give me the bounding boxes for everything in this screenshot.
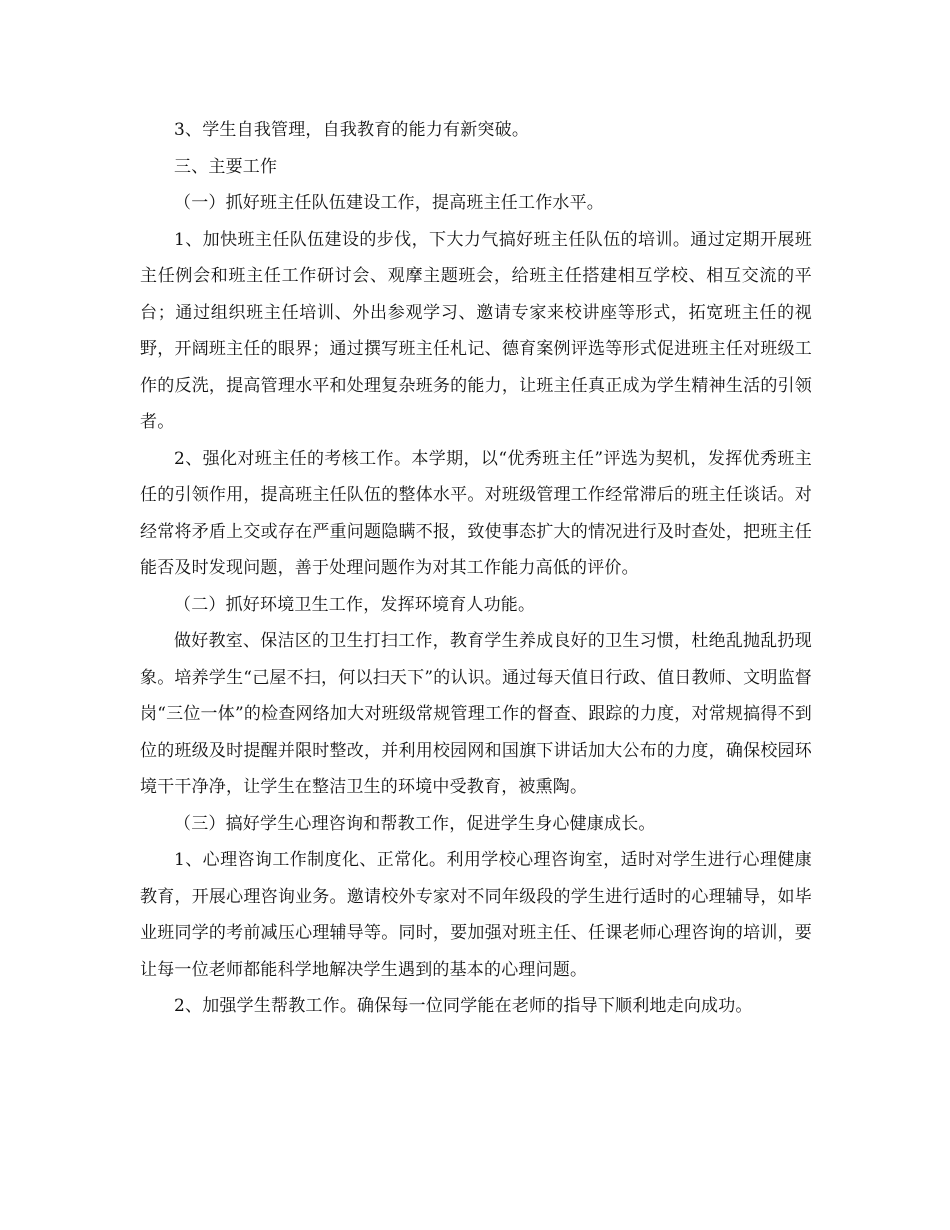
paragraph-goal-3: 3、学生自我管理，自我教育的能力有新突破。 <box>174 120 530 140</box>
paragraph-counseling: 1、心理咨询工作制度化、正常化。利用学校心理咨询室，适时对学生进行心理健康教育，开展心理咨询业务。邀请校外专家对不同年级段的学生进行适时的心理辅导，如毕业班同学的考前减压心理辅导等。同时，要加强对班主任、任课老师心理咨询的培训，要让每一位老师都能科学地解决学生遇到的基本的心理问题。 <box>140 850 812 980</box>
document-body <box>140 112 812 1025</box>
section-heading-main-work: 三、主要工作 <box>174 156 278 177</box>
paragraph-team-building: 1、加快班主任队伍建设的步伐，下大力气搞好班主任队伍的培训。通过定期开展班主任例会和班主任工作研讨会、观摩主题班会，给班主任搭建相互学校、相互交流的平台；通过组织班主任培训、外出参观学习、邀请专家来校讲座等形式，拓宽班主任的视野，开阔班主任的眼界；通过撰写班主任札记、德育案例评选等形式促进班主任对班级工作的反洗，提高管理水平和处理复杂班务的能力，让班主任真正成为学生精神生活的引领者。 <box>140 229 812 432</box>
subheading-teacher-team: （一）抓好班主任队伍建设工作，提高班主任工作水平。 <box>174 193 604 213</box>
subheading-environment: （二）抓好环境卫生工作，发挥环境育人功能。 <box>174 594 536 615</box>
paragraph-assessment: 2、强化对班主任的考核工作。本学期，以“优秀班主任”评选为契机，发挥优秀班主任的引领作用，提高班主任队伍的整体水平。对班级管理工作经常滞后的班主任谈话。对经常将矛盾上交或存在严重问题隐瞒不报，致使事态扩大的情况进行及时查处，把班主任能否及时发现问题，善于处理问题作为对其工作能力高低的评价。 <box>140 448 812 578</box>
paragraph-mentoring: 2、加强学生帮教工作。确保每一位同学能在老师的指导下顺利地走向成功。 <box>174 996 753 1016</box>
subheading-counseling: （三）搞好学生心理咨询和帮教工作，促进学生身心健康成长。 <box>174 813 656 834</box>
paragraph-hygiene: 做好教室、保洁区的卫生打扫工作，教育学生养成良好的卫生习惯，杜绝乱抛乱扔现象。培养学生“己屋不扫，何以扫天下”的认识。通过每天值日行政、值日教师、文明监督岗“三位一体”的检查网络加大对班级常规管理工作的督查、跟踪的力度，对常规搞得不到位的班级及时提醒并限时整改，并利用校园网和国旗下讲话加大公布的力度，确保校园环境干干净净，让学生在整洁卫生的环境中受教育，被熏陶。 <box>140 631 812 797</box>
